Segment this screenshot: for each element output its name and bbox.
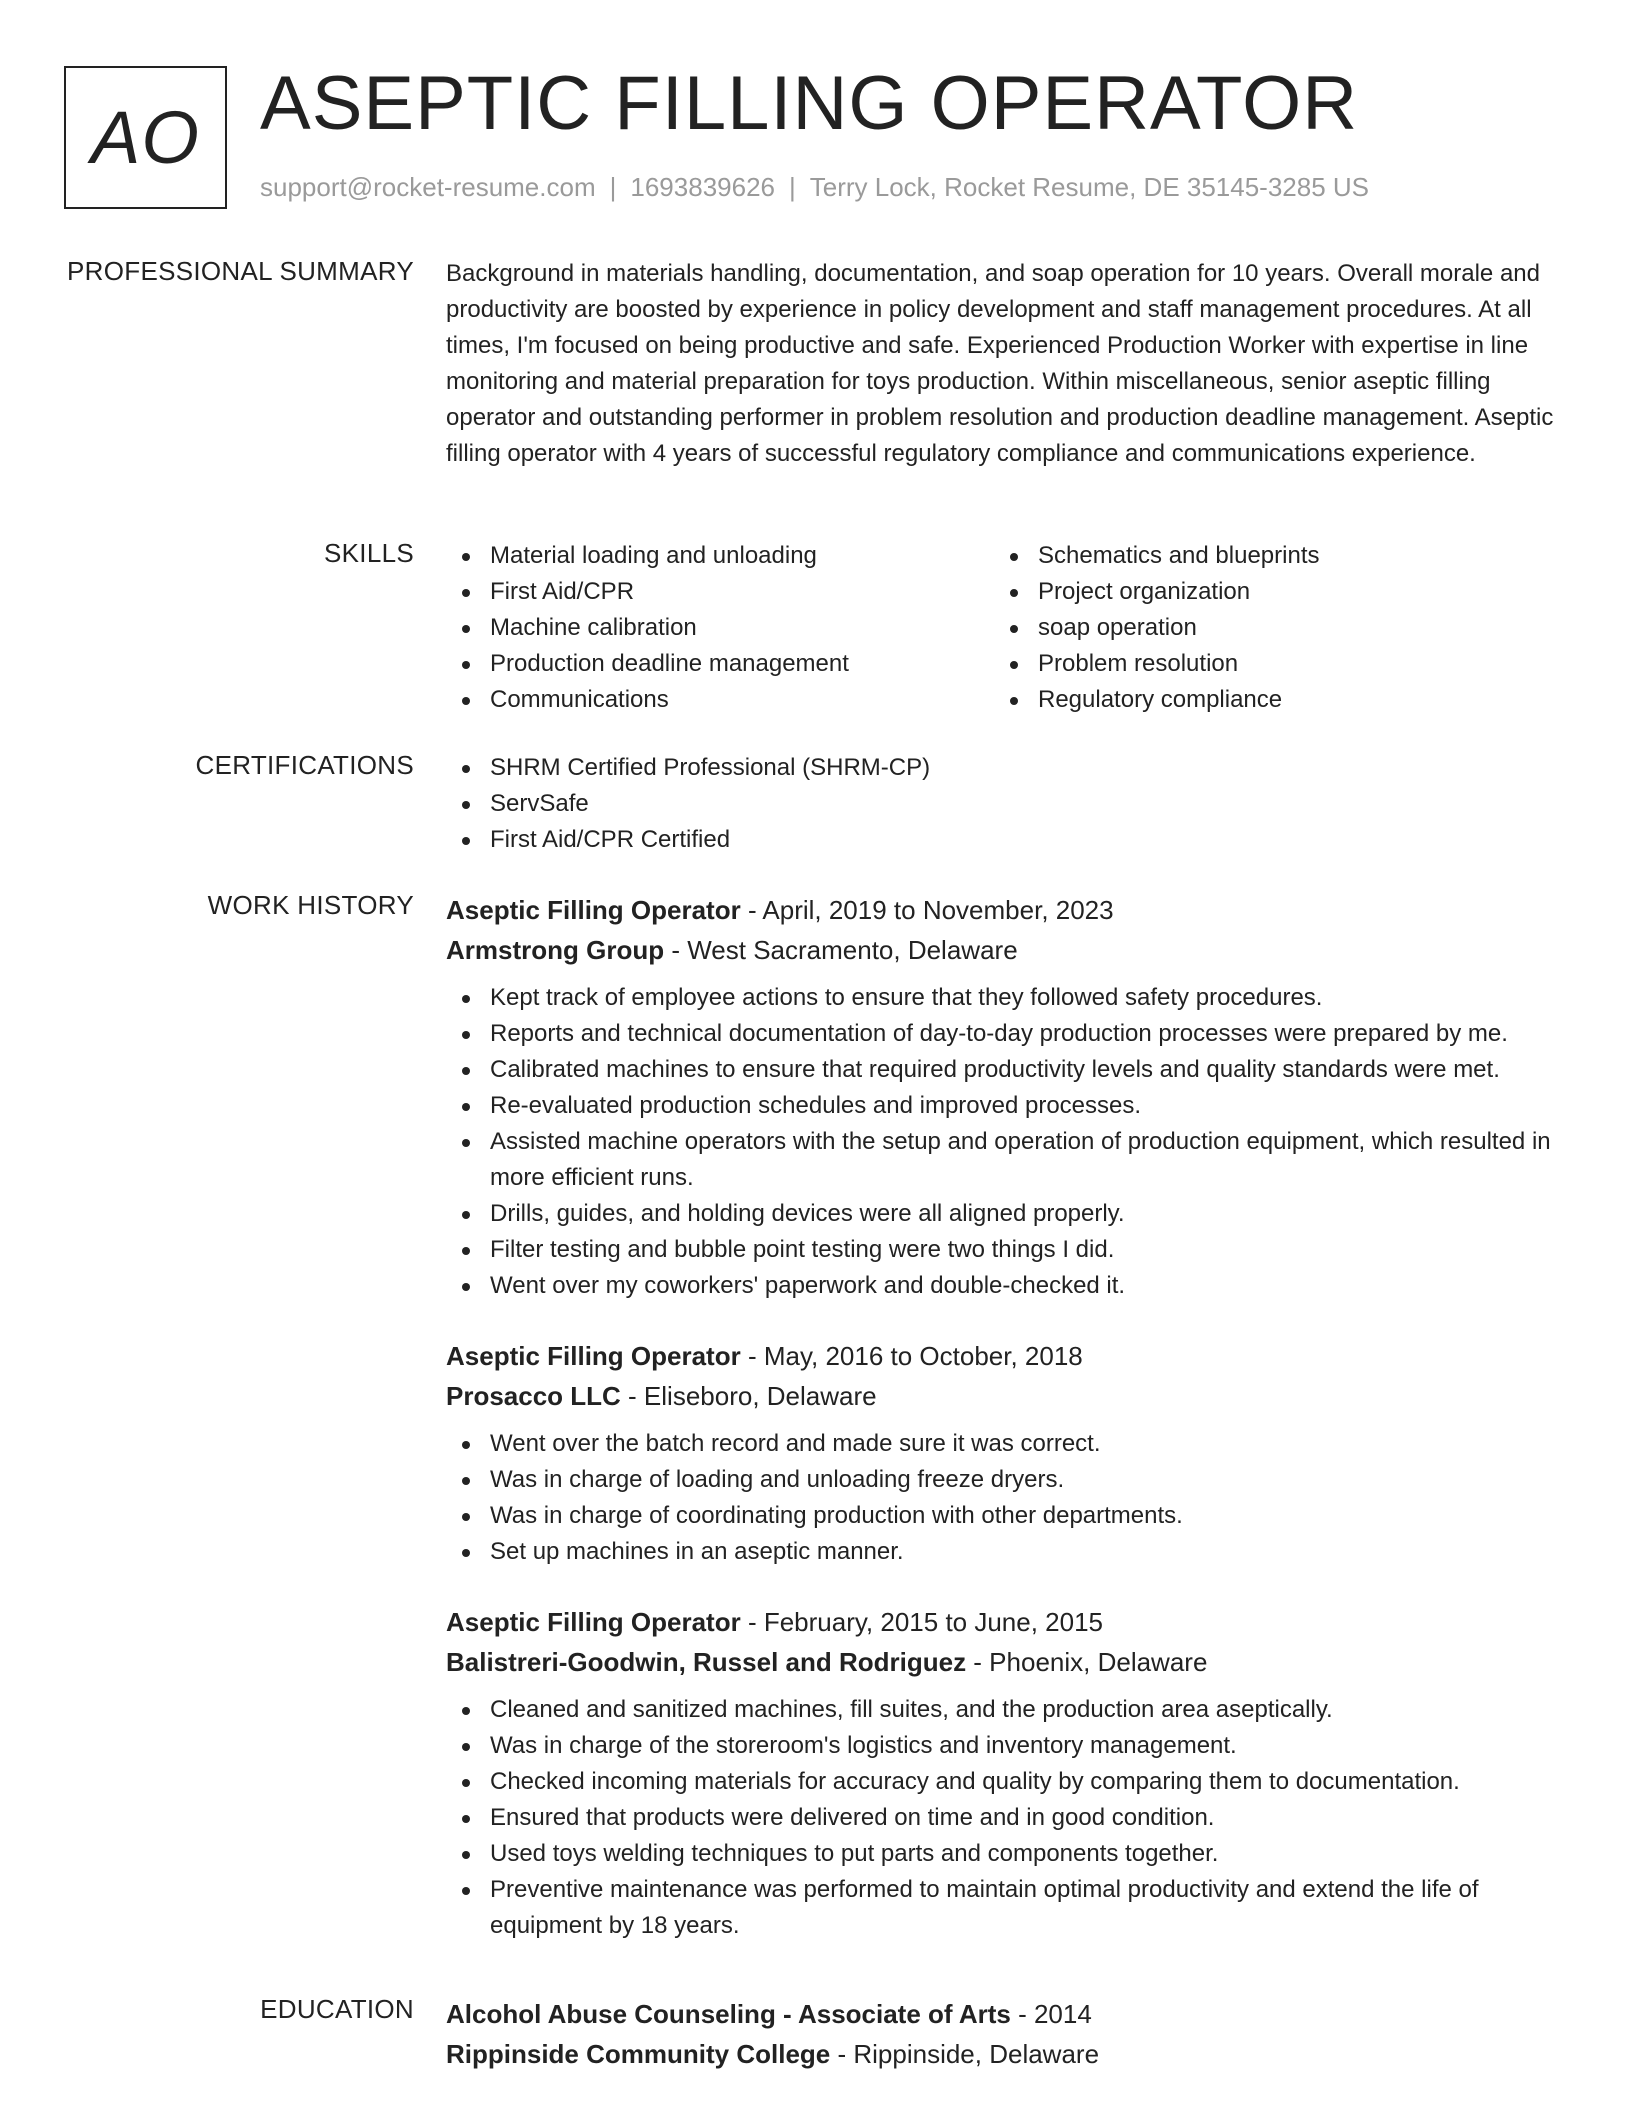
contact-separator: | — [609, 172, 617, 202]
education-label: EDUCATION — [260, 1994, 414, 2024]
contact-email[interactable]: support@rocket-resume.com — [260, 172, 596, 202]
certification-item: ServSafe — [446, 786, 1566, 822]
summary-label: PROFESSIONAL SUMMARY — [67, 256, 414, 286]
job-location: - Phoenix, Delaware — [966, 1647, 1208, 1677]
job-title-line — [446, 1602, 1566, 1642]
monogram-initials: AO — [91, 96, 200, 179]
job-company: Balistreri-Goodwin, Russel and Rodriguez — [446, 1647, 967, 1677]
skill-item: Production deadline management — [446, 646, 994, 682]
job-company: Armstrong Group — [446, 935, 665, 965]
certifications-list — [446, 750, 1566, 858]
resume-title: ASEPTIC FILLING OPERATOR — [260, 61, 1359, 146]
job-company-line — [446, 1376, 1566, 1416]
job-duty: Went over my coworkers' paperwork and double-checked it. — [446, 1268, 1566, 1304]
skill-item: Machine calibration — [446, 610, 994, 646]
job-title-line — [446, 1336, 1566, 1376]
job-company-line — [446, 930, 1566, 970]
job-dates: - February, 2015 to June, 2015 — [740, 1607, 1104, 1637]
job-location: - Eliseboro, Delaware — [620, 1381, 877, 1411]
education-location: - Rippinside, Delaware — [830, 2039, 1100, 2069]
work-history-content — [446, 890, 1566, 1944]
skills-list-right — [994, 538, 1542, 718]
certifications-content — [446, 750, 1566, 858]
job-location: - West Sacramento, Delaware — [664, 935, 1018, 965]
skill-item: Problem resolution — [994, 646, 1542, 682]
job-duty: Went over the batch record and made sure it was correct. — [446, 1426, 1566, 1462]
education-degree-line — [446, 1994, 1566, 2034]
job-duty: Checked incoming materials for accuracy and quality by comparing them to documentation. — [446, 1764, 1566, 1800]
job-entry — [446, 890, 1566, 1304]
skill-item: Project organization — [994, 574, 1542, 610]
skill-item: Material loading and unloading — [446, 538, 994, 574]
job-duty: Assisted machine operators with the setup and operation of production equipment, which resulted in more efficient runs. — [446, 1124, 1566, 1196]
skills-content — [446, 538, 1566, 718]
skills-list-left — [446, 538, 994, 718]
job-duty: Drills, guides, and holding devices were all aligned properly. — [446, 1196, 1566, 1232]
job-duty: Reports and technical documentation of day-to-day production processes were prepared by me. — [446, 1016, 1566, 1052]
job-dates: - May, 2016 to October, 2018 — [740, 1341, 1083, 1371]
certification-item: First Aid/CPR Certified — [446, 822, 1566, 858]
monogram-box — [64, 66, 227, 209]
job-duty: Preventive maintenance was performed to maintain optimal productivity and extend the life of equipment by 18 years. — [446, 1872, 1566, 1944]
skill-item: First Aid/CPR — [446, 574, 994, 610]
job-title: Aseptic Filling Operator — [446, 1607, 741, 1637]
skill-item: Communications — [446, 682, 994, 718]
job-duties-list — [446, 980, 1566, 1304]
work-history-label: WORK HISTORY — [207, 890, 414, 920]
summary-content — [446, 256, 1566, 472]
contact-separator: | — [789, 172, 796, 202]
job-duty: Was in charge of loading and unloading freeze dryers. — [446, 1462, 1566, 1498]
skill-item: Regulatory compliance — [994, 682, 1542, 718]
job-title: Aseptic Filling Operator — [446, 895, 741, 925]
job-company: Prosacco LLC — [446, 1381, 621, 1411]
job-dates: - April, 2019 to November, 2023 — [740, 895, 1114, 925]
summary-text: Background in materials handling, documentation, and soap operation for 10 years. Overall morale and productivity are boosted by experience in policy development and staff management procedures. At all times, I'm focused on being productive and safe. Experienced Production Worker with expertise in line monitoring and material preparation for toys production. Within miscellaneous, senior aseptic filling operator and outstanding performer in problem resolution and production deadline management. Aseptic filling operator with 4 years of successful regulatory compliance and communications experience. — [446, 260, 1554, 467]
certification-item: SHRM Certified Professional (SHRM-CP) — [446, 750, 1566, 786]
job-duty: Used toys welding techniques to put parts and components together. — [446, 1836, 1566, 1872]
skill-item: soap operation — [994, 610, 1542, 646]
resume-header — [64, 61, 1568, 210]
job-title-line — [446, 890, 1566, 930]
job-duty: Re-evaluated production schedules and improved processes. — [446, 1088, 1566, 1124]
job-duty: Was in charge of coordinating production with other departments. — [446, 1498, 1566, 1534]
job-company-line — [446, 1642, 1566, 1682]
education-school-line — [446, 2034, 1566, 2074]
job-duty: Was in charge of the storeroom's logistics and inventory management. — [446, 1728, 1566, 1764]
education-degree: Alcohol Abuse Counseling - Associate of Arts — [446, 1999, 1011, 2029]
certifications-label: CERTIFICATIONS — [195, 750, 414, 780]
job-duties-list — [446, 1426, 1566, 1570]
job-title: Aseptic Filling Operator — [446, 1341, 741, 1371]
job-duties-list — [446, 1692, 1566, 1944]
job-duty: Kept track of employee actions to ensure that they followed safety procedures. — [446, 980, 1566, 1016]
contact-phone[interactable]: 1693839626 — [630, 172, 775, 202]
contact-line — [260, 172, 1369, 203]
job-entry — [446, 1602, 1566, 1944]
contact-address: Terry Lock, Rocket Resume, DE 35145-3285 US — [809, 172, 1370, 202]
job-duty: Set up machines in an aseptic manner. — [446, 1534, 1566, 1570]
job-duty: Calibrated machines to ensure that required productivity levels and quality standards were met. — [446, 1052, 1566, 1088]
job-duty: Filter testing and bubble point testing were two things I did. — [446, 1232, 1566, 1268]
skills-label: SKILLS — [324, 538, 414, 568]
job-duty: Ensured that products were delivered on time and in good condition. — [446, 1800, 1566, 1836]
job-duty: Cleaned and sanitized machines, fill suites, and the production area aseptically. — [446, 1692, 1566, 1728]
skill-item: Schematics and blueprints — [994, 538, 1542, 574]
education-content — [446, 1994, 1566, 2074]
education-school: Rippinside Community College — [446, 2039, 831, 2069]
job-entry — [446, 1336, 1566, 1570]
education-year: - 2014 — [1010, 1999, 1092, 2029]
